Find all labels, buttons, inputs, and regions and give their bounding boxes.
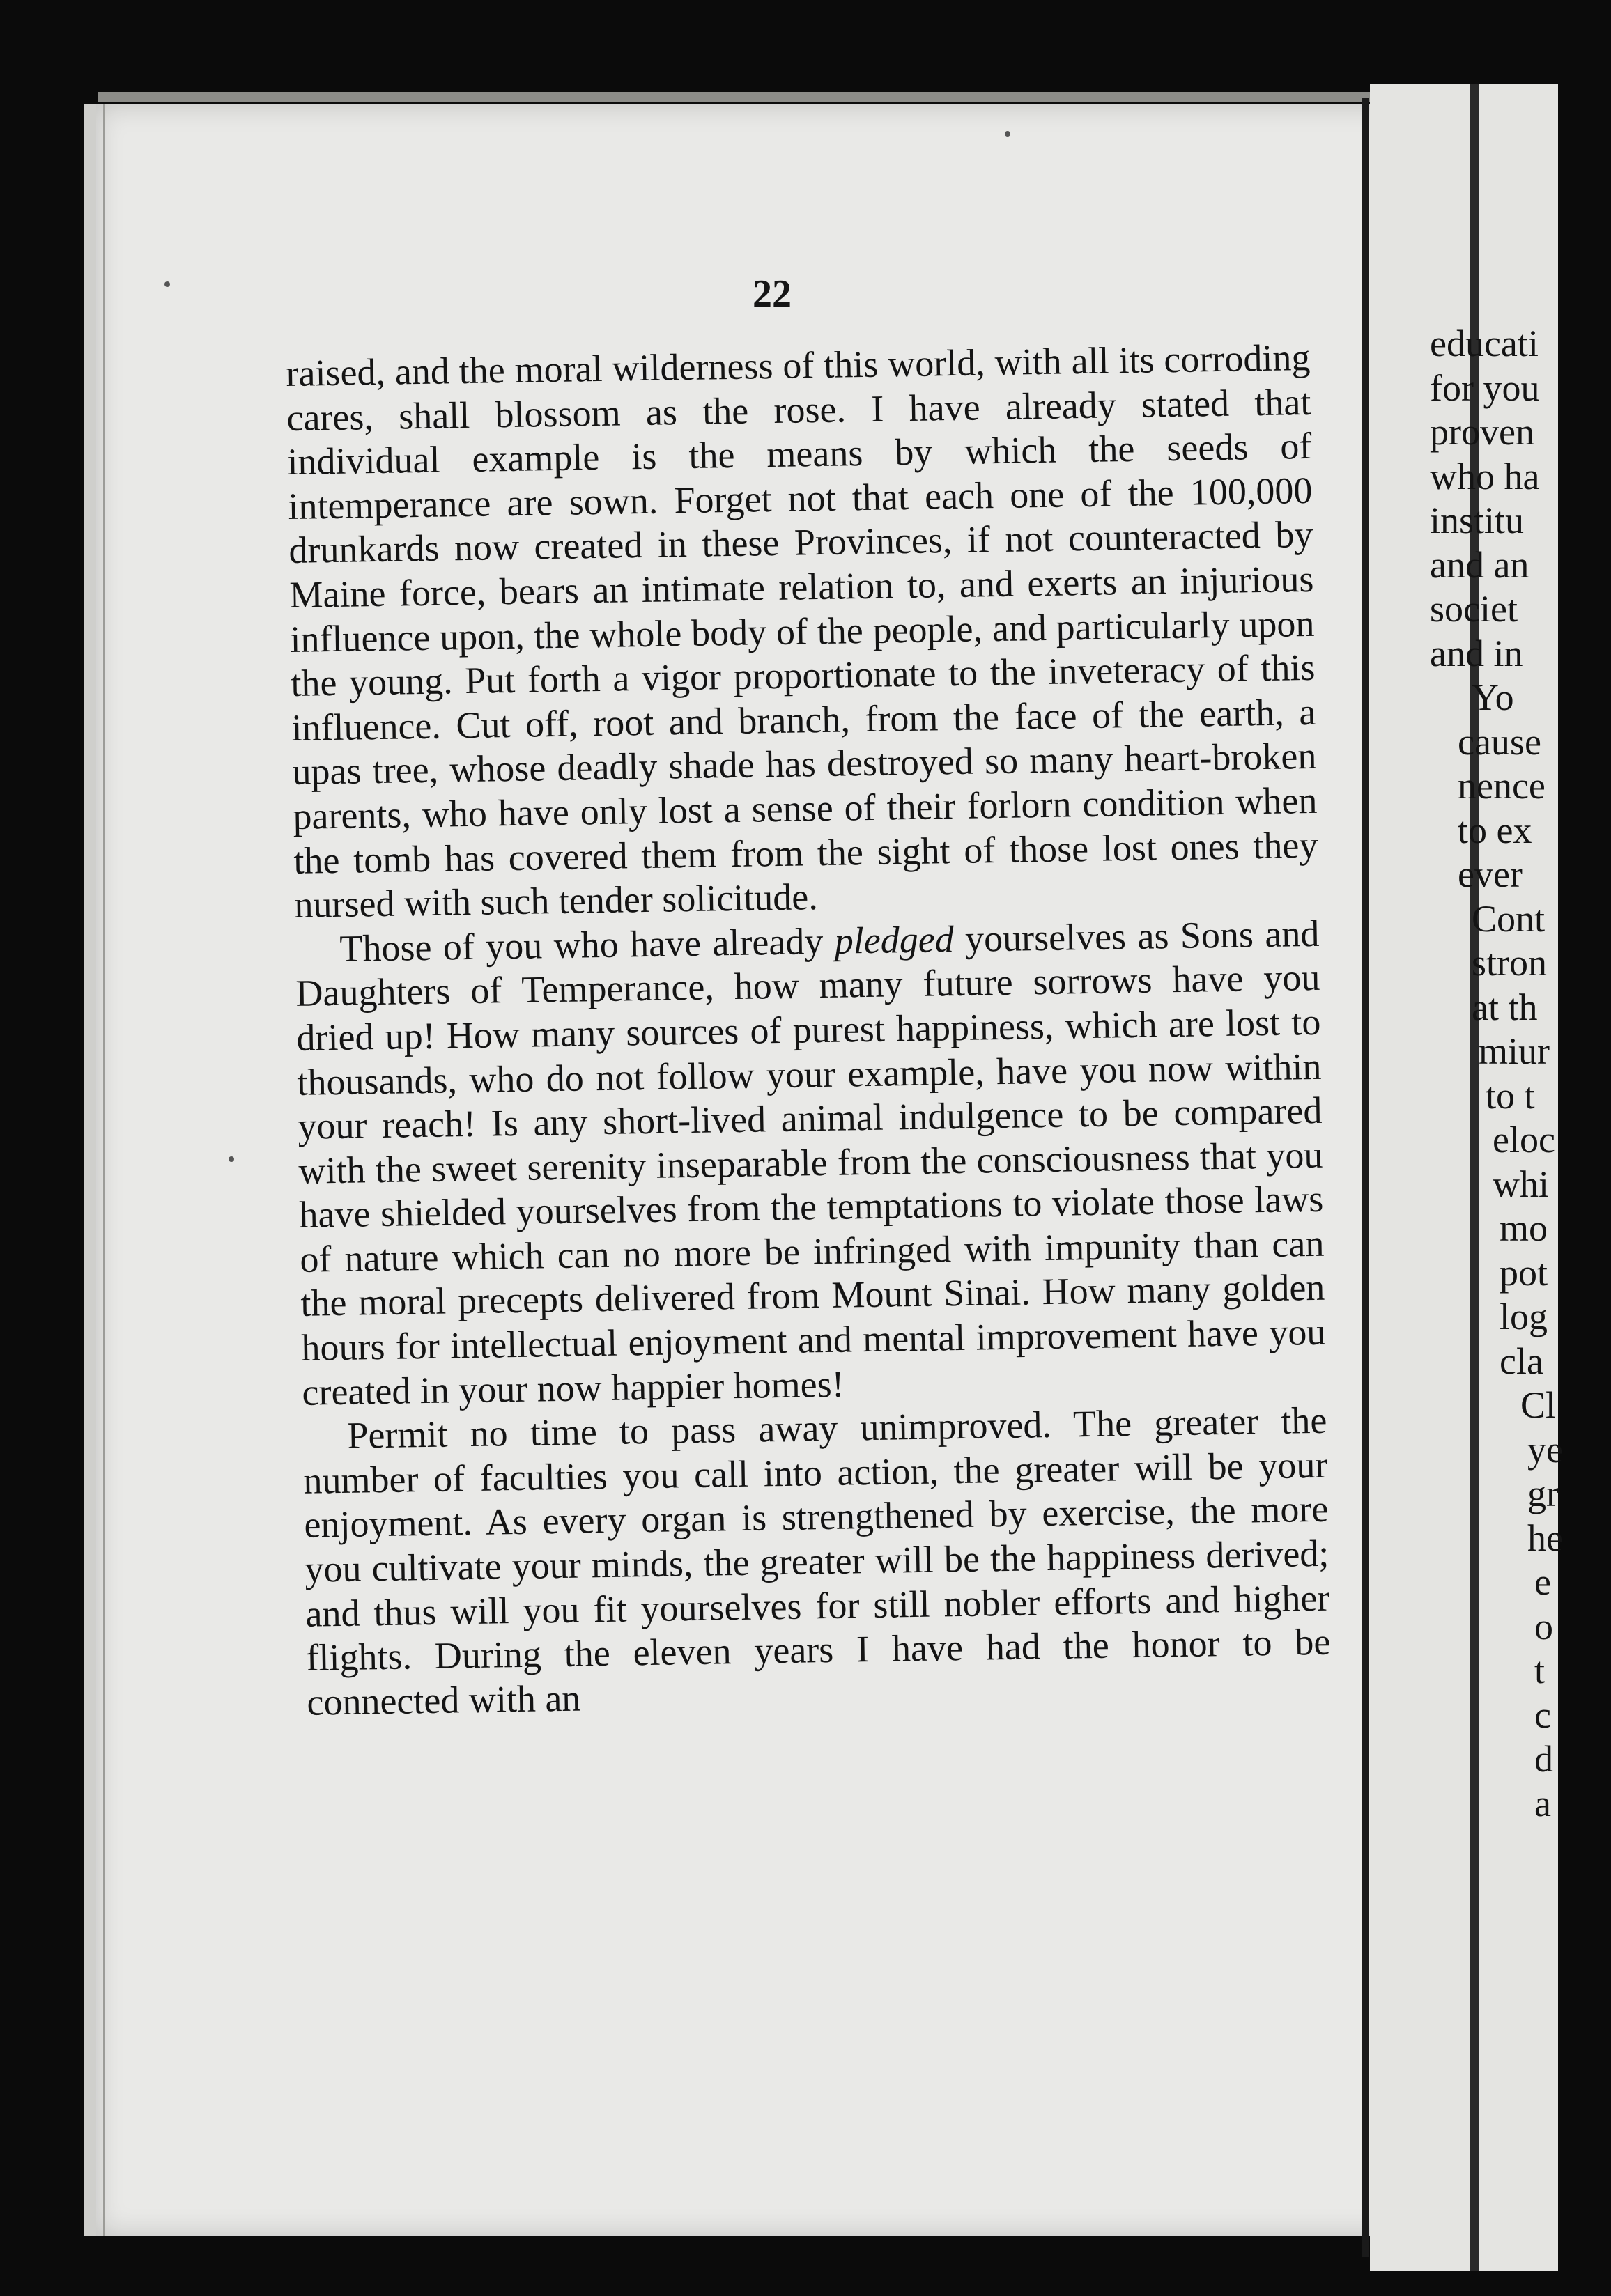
body-text (286, 336, 1332, 1725)
facing-page-line: d (1534, 1738, 1553, 1780)
facing-page-line: at th (1472, 986, 1538, 1028)
facing-page-line: institu (1430, 499, 1525, 541)
paragraph-1 (286, 336, 1319, 928)
paper-speck (1005, 131, 1010, 137)
facing-page-line: nence (1458, 765, 1546, 807)
facing-page-text (1430, 322, 1611, 1826)
facing-page-line: gr (1527, 1473, 1559, 1514)
facing-page-line: for you (1430, 366, 1540, 409)
paper-speck (229, 1156, 234, 1162)
facing-page-line: and in (1430, 632, 1523, 674)
facing-page-line: educati (1430, 323, 1539, 364)
facing-page-line: c (1534, 1693, 1551, 1736)
facing-page-line: Cont (1472, 897, 1546, 940)
facing-page-line: o (1534, 1605, 1553, 1647)
page-top-edge (98, 92, 1380, 102)
facing-page-line: Yo (1472, 676, 1514, 718)
facing-page-line: and an (1430, 543, 1529, 586)
page-number: 22 (753, 272, 792, 316)
paragraph-2-text-end: yourselves as Sons and Daughters of Temperance, how many future sorrows have you dried up! How many sources of purest happiness, which are lost to thousands, who do not follow your example, have you now within your reach! Is any short-lived animal indulgence to be compared with the sweet serenity inseparable from the consciousness that you have shielded yourselves from the temptations to violate those laws of nature which can no more be infringed with impunity than can the moral precepts delivered from Mount Sinai. How many golden hours for intellectual enjoyment and mental improvement have you created in your now happier homes! (295, 912, 1326, 1413)
facing-page-line: to t (1486, 1074, 1535, 1117)
facing-page-line: eloc (1493, 1119, 1555, 1161)
facing-page-line: societ (1430, 588, 1518, 630)
italic-emphasis: pledged (834, 917, 955, 962)
facing-page-line: whi (1493, 1163, 1549, 1205)
facing-page-line: proven (1430, 411, 1534, 453)
paragraph-2-text-start: Those of you who have already (339, 920, 835, 970)
facing-page-line: to ex (1458, 809, 1532, 851)
facing-page-line: pot (1500, 1251, 1548, 1294)
facing-page-line: he (1527, 1517, 1563, 1559)
book-gutter (1362, 98, 1369, 2257)
facing-page-line: cause (1458, 720, 1541, 763)
facing-page-line: ye (1527, 1428, 1563, 1471)
paragraph-3 (302, 1399, 1332, 1725)
paragraph-2 (295, 912, 1327, 1415)
facing-page-line: cla (1500, 1340, 1543, 1382)
facing-page-line: who ha (1430, 455, 1540, 497)
facing-page-line: miur (1479, 1030, 1550, 1072)
facing-page-line: t (1534, 1650, 1546, 1691)
paper-speck (164, 281, 170, 287)
facing-page-line: stron (1472, 942, 1547, 984)
facing-page-line: log (1500, 1296, 1548, 1337)
paragraph-1-text: raised, and the moral wilderness of this world, with all its corroding cares, shall blossom as the rose. I have already stated that individual example is the means by which the seeds of intemperance are sown. Forget not that each one of the 100,000 drunkards now created in these Provinces, if not counteracted by Maine force, bears an intimate relation to, and exerts an injurious influence upon, the whole body of the people, and particularly upon the young. Put forth a vigor proportionate to the inveteracy of this influence. Cut off, root and branch, from the face of the earth, a upas tree, whose deadly shade has destroyed so many heart-broken parents, who have only lost a sense of their forlorn condition when the tomb has covered them from the sight of those lost ones they nursed with such tender solicitude. (286, 336, 1318, 926)
facing-page-line: a (1534, 1782, 1551, 1824)
facing-page-line: mo (1500, 1207, 1548, 1249)
paragraph-3-text: Permit no time to pass away unimproved. The greater the number of faculties you call into action, the greater will be your enjoyment. As every organ is strengthened by exercise, the more you cultivate your minds, the greater will be the happiness derived; and thus will you fit yourselves for still nobler efforts and higher flights. During the eleven years I have had the honor to be connected with an (302, 1399, 1331, 1723)
facing-page-line: ever (1458, 853, 1523, 895)
facing-page-line: Cl (1520, 1384, 1557, 1426)
facing-page-line: e (1534, 1561, 1551, 1603)
